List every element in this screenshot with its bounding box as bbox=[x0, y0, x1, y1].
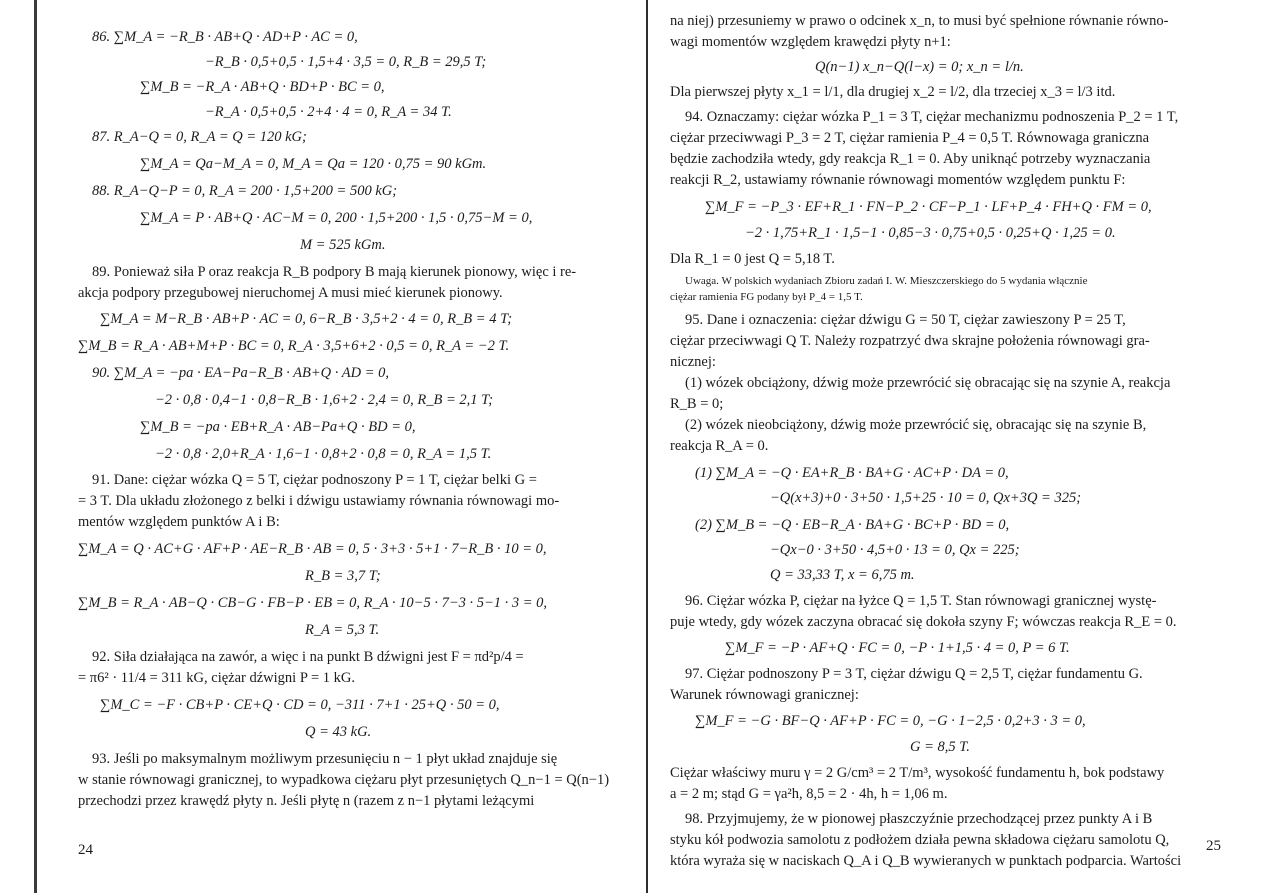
left-page-text-line: akcja podpory przegubowej nieruchomej A musi mieć kierunek pionowy. bbox=[78, 285, 503, 301]
left-page-text-line: R_B = 3,7 T; bbox=[305, 568, 381, 584]
right-page-text-line: ciężar przeciwwagi Q T. Należy rozpatrzyć dwa skrajne położenia równowagi gra- bbox=[670, 333, 1150, 349]
left-page-text-line: 88. R_A−Q−P = 0, R_A = 200 · 1,5+200 = 500 kG; bbox=[92, 183, 398, 199]
right-page-text-line: (1) wózek obciążony, dźwig może przewrócić się obracając się na szynie A, reakcja bbox=[685, 375, 1171, 391]
right-page bbox=[650, 0, 1263, 893]
right-page-text-line: ∑M_F = −P_3 · EF+R_1 · FN−P_2 · CF−P_1 · LF+P_4 · FH+Q · FM = 0, bbox=[705, 199, 1152, 215]
left-page-text-line: Q = 43 kG. bbox=[305, 724, 372, 740]
right-page-text-line: 97. Ciężar podnoszony P = 3 T, ciężar dźwigu Q = 2,5 T, ciężar fundamentu G. bbox=[685, 666, 1143, 682]
right-page-text-line: (1) ∑M_A = −Q · EA+R_B · BA+G · AC+P · DA = 0, bbox=[695, 465, 1009, 481]
left-page-text-line: ∑M_A = P · AB+Q · AC−M = 0, 200 · 1,5+200 · 1,5 · 0,75−M = 0, bbox=[140, 210, 533, 226]
right-page-text-line: G = 8,5 T. bbox=[910, 739, 970, 755]
right-page-text-line: która wyraża się w naciskach Q_A i Q_B wywieranych w punktach podparcia. Wartości bbox=[670, 853, 1182, 869]
left-page-text-line: mentów względem punktów A i B: bbox=[78, 514, 280, 530]
right-page-text-line: R_B = 0; bbox=[670, 396, 724, 412]
right-page-text-line: puje wtedy, gdy wózek zaczyna obracać się dokoła szyny F; wówczas reakcja R_E = 0. bbox=[670, 614, 1177, 630]
left-page-text-line: 87. R_A−Q = 0, R_A = Q = 120 kG; bbox=[92, 129, 307, 145]
right-page-text-line: (2) ∑M_B = −Q · EB−R_A · BA+G · BC+P · BD = 0, bbox=[695, 517, 1010, 533]
right-page-text-line: −2 · 1,75+R_1 · 1,5−1 · 0,85−3 · 0,75+0,5 · 0,25+Q · 1,25 = 0. bbox=[745, 225, 1116, 241]
right-page-text-line: 95. Dane i oznaczenia: ciężar dźwigu G = 50 T, ciężar zawieszony P = 25 T, bbox=[685, 312, 1126, 328]
right-page-text-line: −Qx−0 · 3+50 · 4,5+0 · 13 = 0, Qx = 225; bbox=[770, 542, 1020, 558]
left-page-text-line: −R_B · 0,5+0,5 · 1,5+4 · 3,5 = 0, R_B = 29,5 T; bbox=[205, 54, 487, 70]
right-page-text-line: styku kół podwozia samolotu z podłożem działa pewna składowa ciężaru samolotu Q, bbox=[670, 832, 1170, 848]
left-page-text-line: M = 525 kGm. bbox=[300, 237, 386, 253]
left-page-text-line: ∑M_B = R_A · AB+M+P · BC = 0, R_A · 3,5+6+2 · 0,5 = 0, R_A = −2 T. bbox=[78, 338, 510, 354]
left-page-text-line: ∑M_A = M−R_B · AB+P · AC = 0, 6−R_B · 3,5+2 · 4 = 0, R_B = 4 T; bbox=[100, 311, 513, 327]
right-page-text-line: 98. Przyjmujemy, że w pionowej płaszczyźnie przechodzącej przez punkty A i B bbox=[685, 811, 1153, 827]
left-page-text-line: w stanie równowagi granicznej, to wypadkowa ciężaru płyt przesuniętych Q_n−1 = Q(n−1) bbox=[78, 772, 610, 788]
right-page-text-line: a = 2 m; stąd G = γa²h, 8,5 = 2 · 4h, h = 1,06 m. bbox=[670, 786, 948, 802]
left-page-text-line: 89. Ponieważ siła P oraz reakcja R_B podpory B mają kierunek pionowy, więc i re- bbox=[92, 264, 577, 280]
left-page-text-line: ∑M_A = Qa−M_A = 0, M_A = Qa = 120 · 0,75 = 90 kGm. bbox=[140, 156, 487, 172]
left-page-text-line: 93. Jeśli po maksymalnym możliwym przesunięciu n − 1 płyt układ znajduje się bbox=[92, 751, 558, 767]
left-page-text-line: 91. Dane: ciężar wózka Q = 5 T, ciężar podnoszony P = 1 T, ciężar belki G = bbox=[92, 472, 537, 488]
right-page-text-line: −Q(x+3)+0 · 3+50 · 1,5+25 · 10 = 0, Qx+3Q = 325; bbox=[770, 490, 1082, 506]
right-page-text-line: na niej) przesuniemy w prawo o odcinek x_n, to musi być spełnione równanie równo- bbox=[670, 13, 1169, 29]
left-page-text-line: ∑M_B = R_A · AB−Q · CB−G · FB−P · EB = 0, R_A · 10−5 · 7−3 · 5−1 · 3 = 0, bbox=[78, 595, 548, 611]
right-page-text-line: Q(n−1) x_n−Q(l−x) = 0; x_n = l/n. bbox=[815, 59, 1024, 75]
right-page-text-line: ∑M_F = −P · AF+Q · FC = 0, −P · 1+1,5 · 4 = 0, P = 6 T. bbox=[725, 640, 1070, 656]
left-page-text-line: ∑M_B = −R_A · AB+Q · BD+P · BC = 0, bbox=[140, 79, 385, 95]
right-page-text-line: ciężar przeciwwagi P_3 = 2 T, ciężar ramienia P_4 = 0,5 T. Równowaga graniczna bbox=[670, 130, 1150, 146]
right-page-text-line: wagi momentów względem krawędzi płyty n+1: bbox=[670, 34, 951, 50]
left-page-text-line: −2 · 0,8 · 2,0+R_A · 1,6−1 · 0,8+2 · 0,8 = 0, R_A = 1,5 T. bbox=[155, 446, 492, 462]
right-page-text-line: (2) wózek nieobciążony, dźwig może przewrócić się, obracając się na szynie B, bbox=[685, 417, 1147, 433]
right-page-text-line: Dla pierwszej płyty x_1 = l/1, dla drugiej x_2 = l/2, dla trzeciej x_3 = l/3 itd. bbox=[670, 84, 1116, 100]
right-page-text-line: 94. Oznaczamy: ciężar wózka P_1 = 3 T, ciężar mechanizmu podnoszenia P_2 = 1 T, bbox=[685, 109, 1179, 125]
right-page-text-line: 96. Ciężar wózka P, ciężar na łyżce Q = 1,5 T. Stan równowagi granicznej wystę- bbox=[685, 593, 1157, 609]
right-page-text-line: reakcja R_A = 0. bbox=[670, 438, 769, 454]
right-page-text-line: będzie zachodziła wtedy, gdy reakcja R_1 = 0. Aby uniknąć potrzeby wyznaczania bbox=[670, 151, 1151, 167]
right-page-text-line: Warunek równowagi granicznej: bbox=[670, 687, 859, 703]
right-page-text-line: nicznej: bbox=[670, 354, 716, 370]
left-page-text-line: przechodzi przez krawędź płyty n. Jeśli płytę n (razem z n−1 płytami leżącymi bbox=[78, 793, 535, 809]
book-spine bbox=[646, 0, 648, 893]
right-page-text-line: Uwaga. W polskich wydaniach Zbioru zadań I. W. Mieszczerskiego do 5 wydania włącznie bbox=[685, 275, 1088, 287]
left-page-text-line: 90. ∑M_A = −pa · EA−Pa−R_B · AB+Q · AD = 0, bbox=[92, 365, 389, 381]
left-page-text-line: −R_A · 0,5+0,5 · 2+4 · 4 = 0, R_A = 34 T. bbox=[205, 104, 452, 120]
left-page-text-line: 86. ∑M_A = −R_B · AB+Q · AD+P · AC = 0, bbox=[92, 29, 358, 45]
right-page-text-line: Q = 33,33 T, x = 6,75 m. bbox=[770, 567, 915, 583]
right-page-text-line: ∑M_F = −G · BF−Q · AF+P · FC = 0, −G · 1−2,5 · 0,2+3 · 3 = 0, bbox=[695, 713, 1086, 729]
right-page-text-line: reakcji R_2, ustawiamy równanie równowagi momentów względem punktu F: bbox=[670, 172, 1126, 188]
left-page-text-line: = π6² · 11/4 = 311 kG, ciężar dźwigni P = 1 kG. bbox=[78, 670, 356, 686]
page-number-right: 25 bbox=[1206, 838, 1221, 854]
left-page-text-line: ∑M_C = −F · CB+P · CE+Q · CD = 0, −311 · 7+1 · 25+Q · 50 = 0, bbox=[100, 697, 500, 713]
left-page-text-line: R_A = 5,3 T. bbox=[305, 622, 380, 638]
left-page-text-line: 92. Siła działająca na zawór, a więc i na punkt B dźwigni jest F = πd²p/4 = bbox=[92, 649, 524, 665]
left-page-text-line: = 3 T. Dla układu złożonego z belki i dźwigu ustawiamy równania równowagi mo- bbox=[78, 493, 560, 509]
page-number-left: 24 bbox=[78, 842, 93, 858]
left-page-text-line: ∑M_B = −pa · EB+R_A · AB−Pa+Q · BD = 0, bbox=[140, 419, 416, 435]
left-page-text-line: ∑M_A = Q · AC+G · AF+P · AE−R_B · AB = 0, 5 · 3+3 · 5+1 · 7−R_B · 10 = 0, bbox=[78, 541, 547, 557]
left-page-text-line: −2 · 0,8 · 0,4−1 · 0,8−R_B · 1,6+2 · 2,4 = 0, R_B = 2,1 T; bbox=[155, 392, 494, 408]
right-page-text-line: ciężar ramienia FG podany był P_4 = 1,5 T. bbox=[670, 291, 863, 303]
right-page-text-line: Dla R_1 = 0 jest Q = 5,18 T. bbox=[670, 251, 835, 267]
right-page-text-line: Ciężar właściwy muru γ = 2 G/cm³ = 2 T/m³, wysokość fundamentu h, bok podstawy bbox=[670, 765, 1165, 781]
